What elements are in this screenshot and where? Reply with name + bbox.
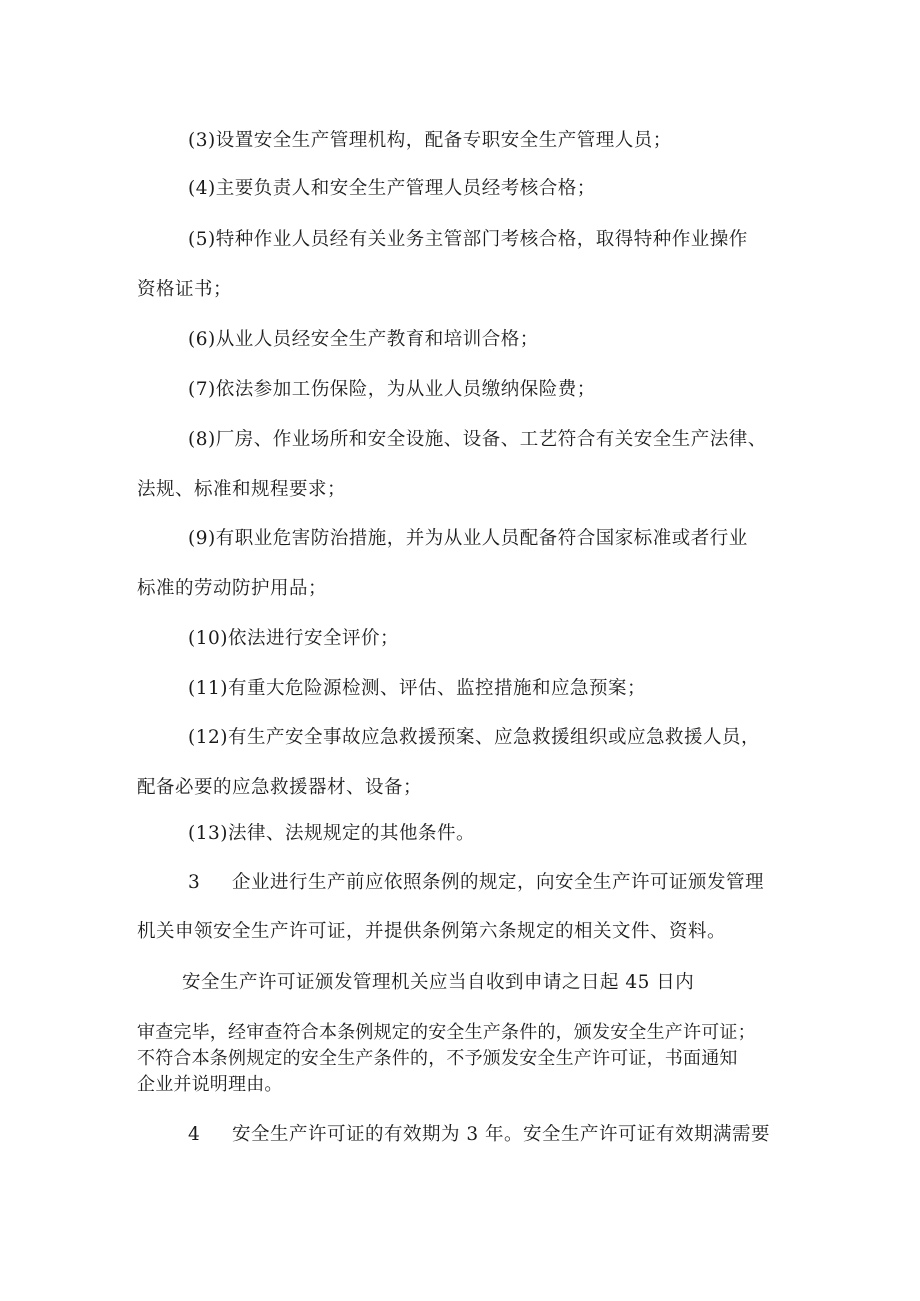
- list-item-4: (4)主要负责人和安全生产管理人员经考核合格；: [188, 178, 596, 199]
- section-4: [188, 1123, 770, 1147]
- list-item-7: (7)依法参加工伤保险，为从业人员缴纳保险费；: [188, 379, 596, 400]
- list-item-11: (11)有重大危险源检测、评估、监控措施和应急预案；: [188, 678, 646, 699]
- list-item-8: (8)厂房、作业场所和安全设施、设备、工艺符合有关安全生产法律、: [188, 429, 767, 450]
- list-item-5-continuation: 资格证书；: [137, 279, 233, 300]
- paragraph-line-3: 企业并说明理由。: [137, 1074, 283, 1095]
- section-number: 3: [188, 872, 201, 893]
- list-item-8-continuation: 法规、标准和规程要求；: [137, 479, 347, 500]
- list-item-12-continuation: 配备必要的应急救援器材、设备；: [137, 777, 423, 798]
- paragraph-line-1: 审查完毕，经审查符合本条例规定的安全生产条件的，颁发安全生产许可证；: [137, 1022, 756, 1043]
- section-text: 企业进行生产前应依照条例的规定，向安全生产许可证颁发管理: [232, 872, 765, 893]
- paragraph-review-period: 安全生产许可证颁发管理机关应当自收到申请之日起 45 日内: [182, 972, 695, 993]
- list-item-5: (5)特种作业人员经有关业务主管部门考核合格，取得特种作业操作: [188, 229, 748, 250]
- section-3: [188, 871, 764, 895]
- section-number: 4: [188, 1124, 201, 1145]
- list-item-9: (9)有职业危害防治措施，并为从业人员配备符合国家标准或者行业: [188, 528, 748, 549]
- section-3-continuation: 机关申领安全生产许可证，并提供条例第六条规定的相关文件、资料。: [137, 921, 727, 942]
- list-item-3: (3)设置安全生产管理机构，配备专职安全生产管理人员；: [188, 130, 672, 151]
- paragraph-line-2: 不符合本条例规定的安全生产条件的，不予颁发安全生产许可证，书面通知: [137, 1048, 738, 1069]
- list-item-13: (13)法律、法规规定的其他条件。: [188, 823, 475, 844]
- section-text: 安全生产许可证的有效期为 3 年。安全生产许可证有效期满需要: [232, 1124, 771, 1145]
- list-item-9-continuation: 标准的劳动防护用品；: [137, 578, 328, 599]
- list-item-6: (6)从业人员经安全生产教育和培训合格；: [188, 329, 539, 350]
- list-item-10: (10)依法进行安全评价；: [188, 628, 399, 649]
- list-item-12: (12)有生产安全事故应急救援预案、应急救援组织或应急救援人员，: [188, 727, 760, 748]
